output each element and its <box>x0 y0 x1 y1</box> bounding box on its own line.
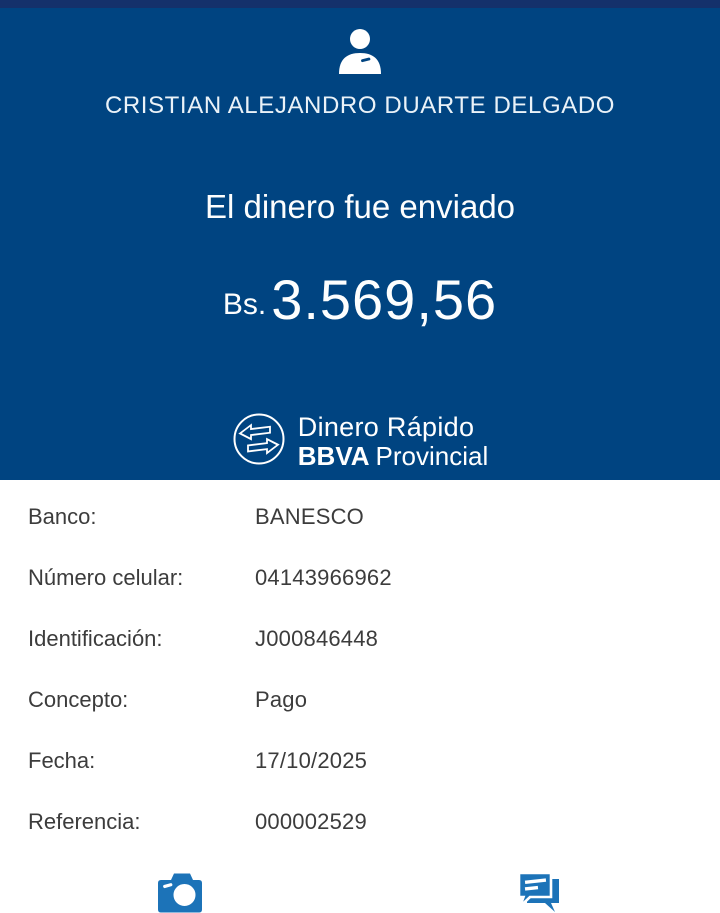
detail-row-concept <box>0 669 720 730</box>
detail-value: J000846448 <box>255 625 379 651</box>
detail-value: 17/10/2025 <box>255 747 368 773</box>
brand-logo <box>232 412 488 471</box>
detail-row-bank <box>0 486 720 547</box>
status-bar-strip <box>0 0 720 8</box>
detail-label: Fecha: <box>28 747 96 773</box>
product-name: Dinero Rápido <box>297 412 475 442</box>
beneficiary-name: CRISTIAN ALEJANDRO DUARTE DELGADO <box>104 92 616 119</box>
detail-value: 04143966962 <box>255 564 392 590</box>
transfer-amount <box>223 268 497 342</box>
detail-label: Concepto: <box>28 686 129 712</box>
camera-button[interactable] <box>157 871 203 913</box>
detail-label: Identificación: <box>28 625 163 651</box>
detail-value: Pago <box>255 686 308 712</box>
detail-label: Banco: <box>28 503 97 529</box>
transfer-arrows-circle-icon <box>232 412 286 471</box>
detail-row-date <box>0 730 720 791</box>
detail-value: BANESCO <box>255 503 364 529</box>
detail-label: Número celular: <box>28 564 184 590</box>
chat-bubbles-icon <box>517 901 563 913</box>
transfer-details <box>0 480 720 852</box>
bank-name <box>298 442 488 470</box>
amount-value: 3.569,56 <box>271 268 498 331</box>
detail-row-phone <box>0 547 720 608</box>
currency-label: Bs. <box>222 288 267 321</box>
bank-short: BBVA <box>297 441 370 471</box>
detail-label: Referencia: <box>28 808 141 834</box>
brand-text <box>298 413 488 470</box>
detail-value: 000002529 <box>255 808 367 834</box>
detail-row-identification <box>0 608 720 669</box>
transfer-status-message: El dinero fue enviado <box>204 188 516 225</box>
person-icon <box>334 28 386 74</box>
chat-button[interactable] <box>517 871 563 913</box>
receipt-actions <box>0 852 720 913</box>
detail-row-reference <box>0 791 720 852</box>
camera-icon <box>157 901 203 913</box>
bank-long: Provincial <box>375 441 489 471</box>
